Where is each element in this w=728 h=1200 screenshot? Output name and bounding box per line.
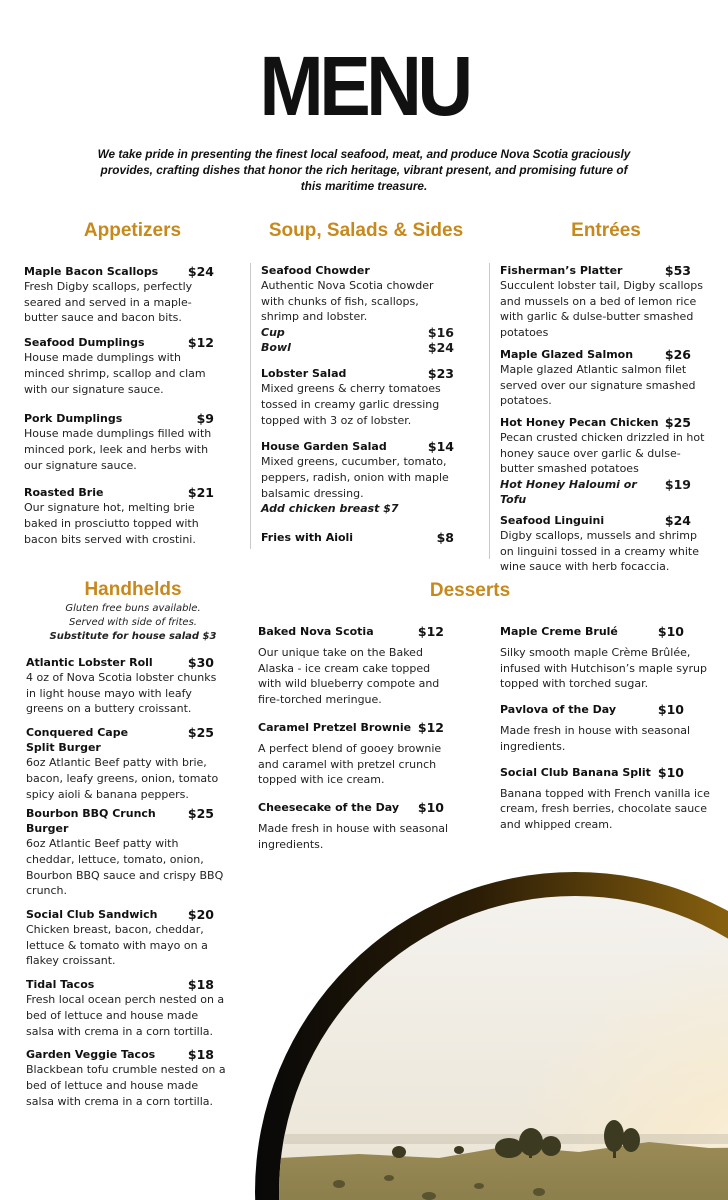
- item-description: Pecan crusted chicken drizzled in hot honey sauce over garlic & dulse-butter smashed potatoes: [500, 430, 705, 476]
- item-name: Social Club Sandwich: [26, 908, 158, 922]
- menu-item: [261, 530, 454, 545]
- entrees-column: [489, 263, 713, 574]
- item-description: Succulent lobster tail, Digby scallops and mussels on a bed of lemon rice with garlic & dulse-butter smashed potatoes: [500, 279, 703, 340]
- side-note: Served with side of frites.: [69, 617, 197, 628]
- item-name: Pavlova of the Day: [500, 703, 617, 717]
- add-on-option: Add chicken breast $7: [261, 502, 399, 516]
- item-price: $12: [187, 335, 214, 351]
- item-name: Maple Bacon Scallops: [24, 265, 159, 278]
- menu-item: [500, 347, 713, 409]
- item-name: Pork Dumplings: [24, 412, 123, 426]
- soups-column: [250, 263, 454, 549]
- item-description: Mixed greens, cucumber, tomato, peppers, radish, onion with maple balsamic dressing.: [261, 455, 449, 500]
- item-price: $18: [187, 1047, 214, 1063]
- menu-item: [26, 977, 228, 1039]
- item-name: Atlantic Lobster Roll: [26, 656, 153, 669]
- menu-item: [500, 624, 710, 692]
- size-option: [261, 340, 454, 355]
- soups-heading: Soup, Salads & Sides: [268, 220, 464, 241]
- coastal-field-sunset-photo: [255, 872, 728, 1200]
- handhelds-heading: Handhelds: [84, 579, 182, 600]
- item-price: $25: [664, 414, 691, 430]
- item-price: $18: [187, 977, 214, 993]
- item-price: $10: [657, 764, 684, 780]
- item-description: Maple glazed Atlantic salmon filet served over our signature smashed potatoes.: [500, 362, 696, 408]
- item-name: Seafood Linguini: [500, 514, 605, 528]
- menu-item: [24, 485, 214, 547]
- item-description: Fresh local ocean perch nested on a bed of lettuce and house made salsa with crema in a corn tortilla.: [26, 993, 225, 1038]
- handhelds-notes: [40, 602, 226, 644]
- menu-intro: We take pride in presenting the finest local seafood, meat, and produce Nova Scotia graciously provides, crafting dishes that honor the rich heritage, vibrant present, and promising future of this maritime treasure.: [97, 147, 631, 193]
- menu-item: [500, 702, 710, 754]
- size-price: $24: [427, 340, 454, 356]
- appetizers-heading: Appetizers: [83, 220, 182, 241]
- item-name: Social Club Banana Split: [500, 765, 651, 779]
- menu-item: [24, 411, 214, 473]
- menu-item: [258, 800, 456, 852]
- item-description: Made fresh in house with seasonal ingredients.: [258, 821, 449, 851]
- menu-item: [261, 439, 454, 516]
- item-price: $25: [187, 806, 214, 822]
- item-description: Digby scallops, mussels and shrimp on linguini tossed in a creamy white wine sauce with herb focaccia.: [500, 529, 699, 574]
- desserts-right-column: [500, 624, 710, 842]
- item-price: $24: [187, 264, 214, 279]
- menu-item: [24, 335, 214, 397]
- menu-item: [26, 806, 228, 899]
- menu-item: [26, 655, 228, 717]
- item-description: Mixed greens & cherry tomatoes tossed in creamy garlic dressing topped with 3 oz of lobster.: [261, 382, 441, 427]
- item-description: House made dumplings with minced shrimp, scallop and clam with our signature sauce.: [24, 351, 206, 396]
- menu-item: [26, 725, 228, 802]
- variant-option: [500, 477, 713, 507]
- item-price: $12: [417, 624, 444, 639]
- item-name: Cheesecake of the Day: [258, 800, 400, 814]
- item-name: Fries with Aioli: [261, 531, 354, 545]
- item-description: Our signature hot, melting brie baked in prosciutto topped with bacon bits served with crostini.: [24, 501, 199, 546]
- item-price: $8: [436, 530, 454, 546]
- menu-item: [500, 415, 713, 507]
- item-name: Maple Creme Brulé: [500, 625, 618, 638]
- size-price: $16: [427, 325, 454, 341]
- menu-item: [261, 263, 454, 355]
- item-price: $24: [664, 513, 691, 529]
- gluten-free-note: Gluten free buns available.: [65, 603, 201, 614]
- menu-item: [258, 624, 456, 708]
- item-price: $12: [417, 719, 444, 735]
- item-price: $21: [187, 485, 214, 501]
- item-name: Garden Veggie Tacos: [26, 1048, 156, 1062]
- appetizers-column: [24, 264, 214, 556]
- item-name: Lobster Salad: [261, 367, 347, 381]
- item-description: Chicken breast, bacon, cheddar, lettuce & tomato with mayo on a flakey croissant.: [26, 923, 208, 968]
- item-name: Fisherman’s Platter: [500, 264, 623, 277]
- item-name: Baked Nova Scotia: [258, 625, 374, 638]
- item-name: Roasted Brie: [24, 486, 104, 500]
- item-price: $14: [427, 439, 454, 455]
- menu-item: [258, 720, 456, 788]
- size-label: Bowl: [261, 341, 291, 355]
- item-price: $25: [187, 725, 214, 741]
- item-price: $20: [187, 907, 214, 923]
- item-price: $10: [417, 799, 444, 815]
- menu-item: [500, 513, 713, 575]
- item-name: Seafood Chowder: [261, 264, 370, 277]
- item-name: Bourbon BBQ Crunch Burger: [26, 807, 156, 836]
- menu-item: [261, 366, 454, 428]
- menu-item: [24, 264, 214, 326]
- item-description: Banana topped with French vanilla ice cream, fresh berries, chocolate sauce and whipped cream.: [500, 786, 710, 831]
- item-description: 6oz Atlantic Beef patty with brie, bacon, leafy greens, onion, tomato spicy aioli & banana peppers.: [26, 756, 219, 801]
- item-name: Seafood Dumplings: [24, 336, 145, 350]
- item-price: $9: [196, 411, 214, 427]
- item-name: Maple Glazed Salmon: [500, 347, 634, 361]
- item-price: $10: [657, 702, 684, 718]
- item-name: Caramel Pretzel Brownie: [258, 720, 412, 734]
- item-name: Hot Honey Pecan Chicken: [500, 415, 659, 429]
- entrees-heading: Entrées: [571, 220, 641, 241]
- variant-label: Hot Honey Haloumi or Tofu: [500, 478, 637, 507]
- item-description: Fresh Digby scallops, perfectly seared and served in a maple-butter sauce and bacon bits.: [24, 280, 193, 325]
- handhelds-column: [26, 655, 228, 1118]
- item-description: Our unique take on the Baked Alaska - ice cream cake topped with wild blueberry compote and fire-torched meringue.: [258, 646, 440, 707]
- item-price: $30: [187, 655, 214, 670]
- item-description: A perfect blend of gooey brownie and caramel with pretzel crunch topped with ice cream.: [258, 741, 442, 787]
- item-price: $23: [427, 366, 454, 382]
- item-description: House made dumplings filled with minced pork, leek and herbs with our signature sauce.: [24, 427, 212, 472]
- variant-price: $19: [664, 477, 691, 493]
- size-label: Cup: [261, 326, 285, 340]
- landscape-illustration: [279, 896, 728, 1200]
- item-description: 4 oz of Nova Scotia lobster chunks in light house mayo with leafy greens on a buttery croissant.: [26, 671, 217, 716]
- menu-item: [26, 1047, 228, 1109]
- menu-item: [26, 907, 228, 969]
- item-name: Conquered Cape Split Burger: [26, 726, 129, 755]
- menu-title: MENU: [259, 39, 469, 133]
- item-description: Authentic Nova Scotia chowder with chunks of fish, scallops, shrimp and lobster.: [261, 279, 434, 324]
- item-price: $53: [664, 263, 691, 278]
- substitute-note: Substitute for house salad $3: [49, 631, 217, 642]
- item-description: 6oz Atlantic Beef patty with cheddar, lettuce, tomato, onion, Bourbon BBQ sauce and crispy BBQ crunch.: [26, 837, 224, 898]
- item-price: $26: [664, 346, 691, 362]
- desserts-left-column: [258, 624, 456, 861]
- item-description: Made fresh in house with seasonal ingredients.: [500, 724, 691, 753]
- desserts-heading: Desserts: [429, 580, 511, 601]
- item-name: Tidal Tacos: [26, 978, 95, 992]
- item-name: House Garden Salad: [261, 440, 387, 454]
- menu-item: [500, 765, 710, 833]
- menu-item: [500, 263, 713, 341]
- item-description: Silky smooth maple Crème Brûlée, infused with Hutchison’s maple syrup topped with torched sugar.: [500, 646, 707, 691]
- item-description: Blackbean tofu crumble nested on a bed of lettuce and house made salsa with crema in a corn tortilla.: [26, 1063, 226, 1108]
- item-price: $10: [657, 624, 684, 639]
- photo-landscape: [279, 896, 728, 1200]
- size-option: [261, 325, 454, 340]
